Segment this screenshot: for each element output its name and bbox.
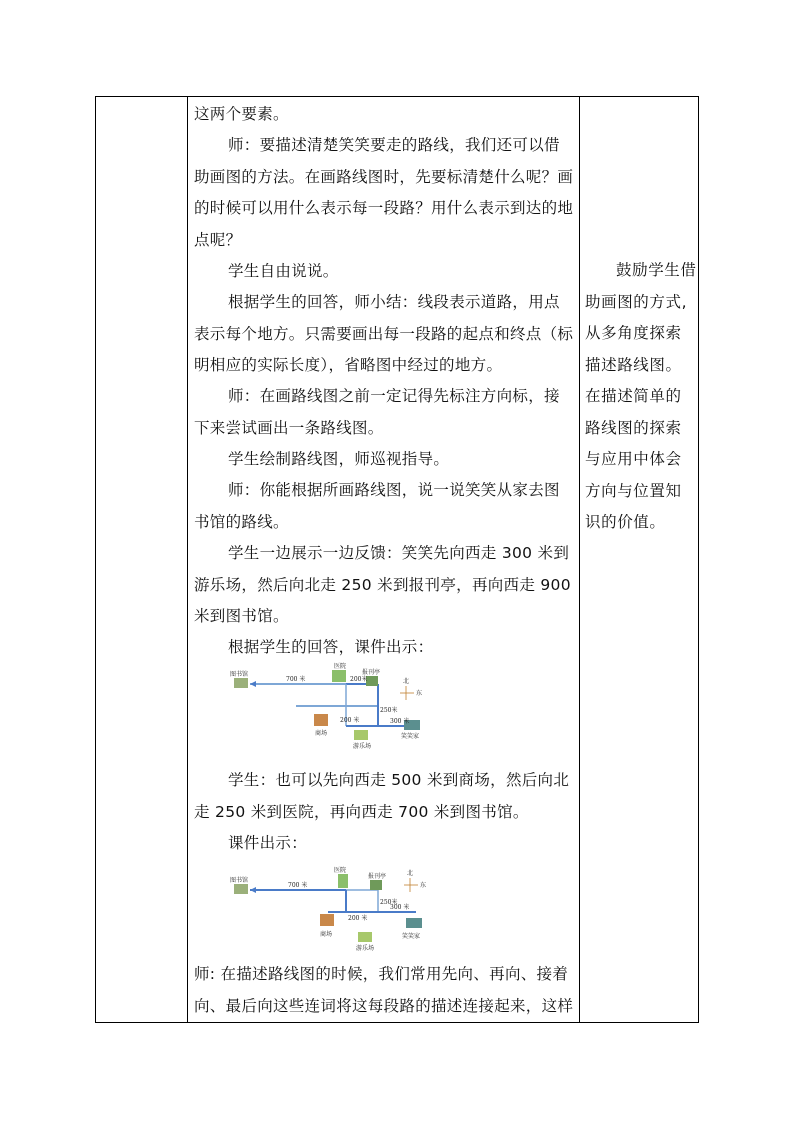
kiosk-label: 报刊亭 [368, 873, 387, 880]
hospital-label: 医院 [334, 663, 347, 670]
mall-icon [320, 914, 334, 926]
east-label: 东 [420, 882, 427, 889]
distance-label: 300 米 [390, 718, 410, 725]
distance-label: 200 米 [340, 717, 360, 724]
mall-label: 商场 [320, 931, 333, 938]
library-icon [234, 678, 248, 688]
paragraph: 根据学生的回答，课件出示： [228, 638, 434, 656]
paragraph: 师: 在描述路线图的时候，我们常用先向、再向、接着向、最后向这些连词将这每段路的描述连接起来，这样 [194, 965, 574, 1015]
hospital-icon [338, 874, 348, 888]
arrow-head [250, 681, 256, 687]
hospital-icon [332, 670, 346, 682]
park-label: 游乐场 [356, 945, 375, 952]
east-label: 东 [416, 690, 423, 697]
home-label: 笑笑家 [402, 933, 421, 940]
home-icon [406, 918, 422, 928]
paragraph: 学生一边展示一边反馈：笑笑先向西走 300 米到游乐场，然后向北走 250 米到报刊亭，再向西走 900 米到图书馆。 [194, 544, 571, 625]
north-label: 北 [407, 870, 414, 877]
park-icon [358, 932, 372, 942]
distance-label: 300 米 [390, 904, 410, 911]
route-map-1-svg [228, 664, 428, 754]
mall-label: 商场 [315, 730, 328, 737]
route-map-2 [228, 862, 428, 952]
park-icon [354, 730, 368, 740]
distance-label: 700 米 [288, 882, 308, 889]
paragraph: 学生：也可以先向西走 500 米到商场，然后向北走 250 米到医院，再向西走 700 米到图书馆。 [194, 771, 570, 821]
arrow-head [250, 887, 256, 893]
route-map-1 [228, 664, 428, 754]
hospital-label: 医院 [334, 867, 347, 874]
distance-label: 700 米 [286, 676, 306, 683]
paragraph: 师：在画路线图之前一定记得先标注方向标，接下来尝试画出一条路线图。 [194, 387, 560, 437]
kiosk-icon [366, 676, 378, 686]
paragraph: 课件出示： [228, 834, 308, 852]
column-divider-left [187, 97, 188, 1022]
design-intent-column: 鼓励学生借助画图的方式,从多角度探索描述路线图。在描述简单的路线图的探索与应用中体会方向与位置知识的价值。 [585, 261, 697, 531]
mall-icon [314, 714, 328, 726]
distance-label: 250米 [380, 707, 398, 714]
kiosk-icon [370, 880, 382, 890]
paragraph: 师：你能根据所画路线图，说一说笑笑从家去图书馆的路线。 [194, 481, 560, 531]
paragraph: 根据学生的回答，师小结：线段表示道路，用点表示每个地方。只需要画出每一段路的起点和终点（标明相应的实际长度），省略图中经过的地方。 [194, 293, 574, 374]
home-label: 笑笑家 [401, 733, 420, 740]
distance-label: 250米 [380, 899, 398, 906]
north-label: 北 [403, 678, 410, 685]
paragraph: 这两个要素。 [194, 105, 289, 123]
library-label: 图书馆 [230, 671, 249, 678]
column-divider-right [579, 97, 580, 1022]
library-label: 图书馆 [230, 877, 249, 884]
paragraph: 学生绘制路线图，师巡视指导。 [228, 450, 450, 468]
route-map-2-svg [228, 862, 428, 952]
distance-label: 200 米 [348, 915, 368, 922]
library-icon [234, 884, 248, 894]
paragraph: 学生自由说说。 [228, 262, 339, 280]
paragraph: 师：要描述清楚笑笑要走的路线，我们还可以借助画图的方法。在画路线图时，先要标清楚什么呢？画的时候可以用什么表示每一段路？用什么表示到达的地点呢？ [194, 136, 574, 249]
park-label: 游乐场 [353, 743, 372, 750]
kiosk-label: 报刊亭 [362, 669, 381, 676]
distance-label: 200米 [350, 676, 368, 683]
